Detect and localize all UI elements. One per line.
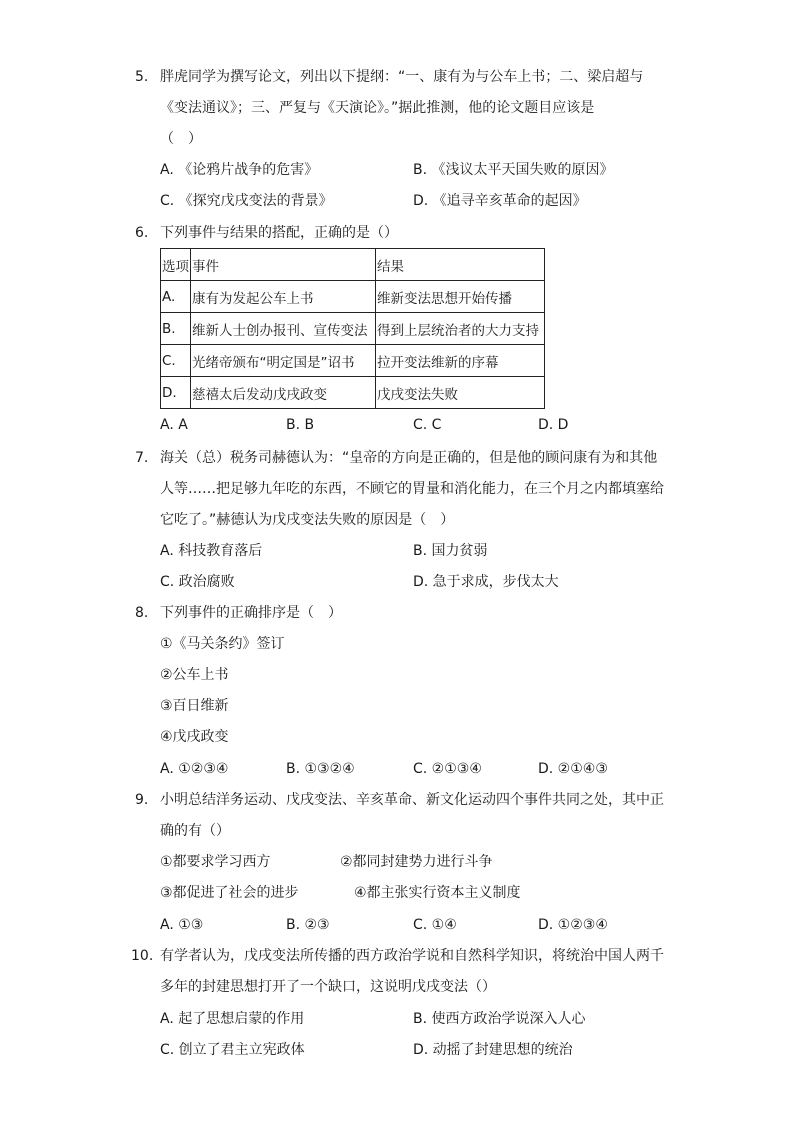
- sequence-item: ③百日维新: [160, 698, 229, 714]
- option-a: A. 起了思想启蒙的作用: [160, 1011, 305, 1027]
- table-cell: 拉开变法维新的序幕: [376, 345, 545, 377]
- table-cell: 光绪帝颁布“明定国是”诏书: [191, 345, 376, 377]
- table-row: [161, 345, 545, 377]
- option-c: C. 政治腐败: [160, 574, 235, 590]
- table-cell: 戊戌变法失败: [376, 377, 545, 409]
- table-cell: 得到上层统治者的大力支持: [376, 313, 545, 345]
- option-d: D. 动摇了封建思想的统治: [413, 1042, 573, 1058]
- option-c: C. ②①③④: [413, 761, 482, 777]
- question-number: 7.: [135, 450, 149, 466]
- question-number: 8.: [135, 605, 149, 621]
- question-number: 5.: [135, 69, 149, 85]
- option-a: A. A: [160, 417, 188, 433]
- table-cell: 维新人士创办报刊、宣传变法: [191, 313, 376, 345]
- table-header-cell: 选项: [161, 249, 191, 281]
- table-header-row: [161, 249, 545, 281]
- option-d: D. D: [538, 417, 569, 433]
- table-cell: 康有为发起公车上书: [191, 281, 376, 313]
- question-text-line: 胖虎同学为撰写论文，列出以下提纲：“一、康有为与公车上书；二、梁启超与: [160, 69, 644, 85]
- option-b: B. ②③: [286, 917, 330, 933]
- table-header-cell: 事件: [191, 249, 376, 281]
- option-c: C. 《探究戊戌变法的背景》: [160, 193, 333, 209]
- question-text-line: （ ）: [160, 131, 202, 147]
- option-c: C. 创立了君主立宪政体: [160, 1042, 305, 1058]
- sequence-item: ④戊戌政变: [160, 729, 229, 745]
- option-b: B. 使西方政治学说深入人心: [413, 1011, 586, 1027]
- statement-item: ②都同封建势力进行斗争: [340, 854, 493, 870]
- question-text-line: 人等……把足够九年吃的东西，不顾它的胃量和消化能力，在三个月之内都填塞给: [160, 481, 664, 497]
- question-number: 6.: [135, 225, 149, 241]
- option-b: B. ①③②④: [286, 761, 355, 777]
- table-row: [161, 313, 545, 345]
- option-a: A. 科技教育落后: [160, 543, 263, 559]
- option-a: A. ①③: [160, 917, 204, 933]
- table-row: [161, 377, 545, 409]
- option-b: B. 《浅议太平天国失败的原因》: [413, 162, 614, 178]
- option-a: A. 《论鸦片战争的危害》: [160, 162, 319, 178]
- option-c: C. C: [413, 417, 442, 433]
- statement-item: ①都要求学习西方: [160, 854, 271, 870]
- statement-item: ③都促进了社会的进步: [160, 885, 299, 901]
- question-text-line: 多年的封建思想打开了一个缺口，这说明戊戌变法（）: [160, 979, 496, 995]
- event-result-table: [160, 248, 545, 409]
- option-a: A. ①②③④: [160, 761, 229, 777]
- question-text-line: 《变法通议》；三、严复与《天演论》。”据此推测，他的论文题目应该是: [160, 100, 595, 116]
- question-text-line: 下列事件与结果的搭配，正确的是（）: [160, 225, 398, 241]
- sequence-item: ①《马关条约》签订: [160, 636, 285, 652]
- table-cell: C.: [161, 345, 191, 377]
- statement-item: ④都主张实行资本主义制度: [354, 885, 521, 901]
- question-number: 10.: [131, 948, 154, 964]
- table-row: [161, 281, 545, 313]
- question-text-line: 它吃了。”赫德认为戊戌变法失败的原因是（ ）: [160, 512, 455, 528]
- option-b: B. 国力贫弱: [413, 543, 488, 559]
- table-cell: A.: [161, 281, 191, 313]
- option-c: C. ①④: [413, 917, 457, 933]
- option-d: D. ①②③④: [538, 917, 608, 933]
- option-d: D. 《追寻辛亥革命的起因》: [413, 193, 587, 209]
- question-number: 9.: [135, 792, 149, 808]
- table-cell: B.: [161, 313, 191, 345]
- question-text-line: 下列事件的正确排序是（ ）: [160, 605, 342, 621]
- option-b: B. B: [286, 417, 315, 433]
- question-text-line: 确的有（）: [160, 823, 230, 839]
- sequence-item: ②公车上书: [160, 667, 229, 683]
- question-text-line: 海关（总）税务司赫德认为：“皇帝的方向是正确的，但是他的顾问康有为和其他: [160, 450, 658, 466]
- table-header-cell: 结果: [376, 249, 545, 281]
- table-cell: 慈禧太后发动戊戌政变: [191, 377, 376, 409]
- table-cell: 维新变法思想开始传播: [376, 281, 545, 313]
- table-cell: D.: [161, 377, 191, 409]
- question-text-line: 小明总结洋务运动、戊戌变法、辛亥革命、新文化运动四个事件共同之处，其中正: [160, 792, 664, 808]
- option-d: D. 急于求成，步伐太大: [413, 574, 559, 590]
- question-text-line: 有学者认为，戊戌变法所传播的西方政治学说和自然科学知识，将统治中国人两千: [160, 948, 664, 964]
- option-d: D. ②①④③: [538, 761, 608, 777]
